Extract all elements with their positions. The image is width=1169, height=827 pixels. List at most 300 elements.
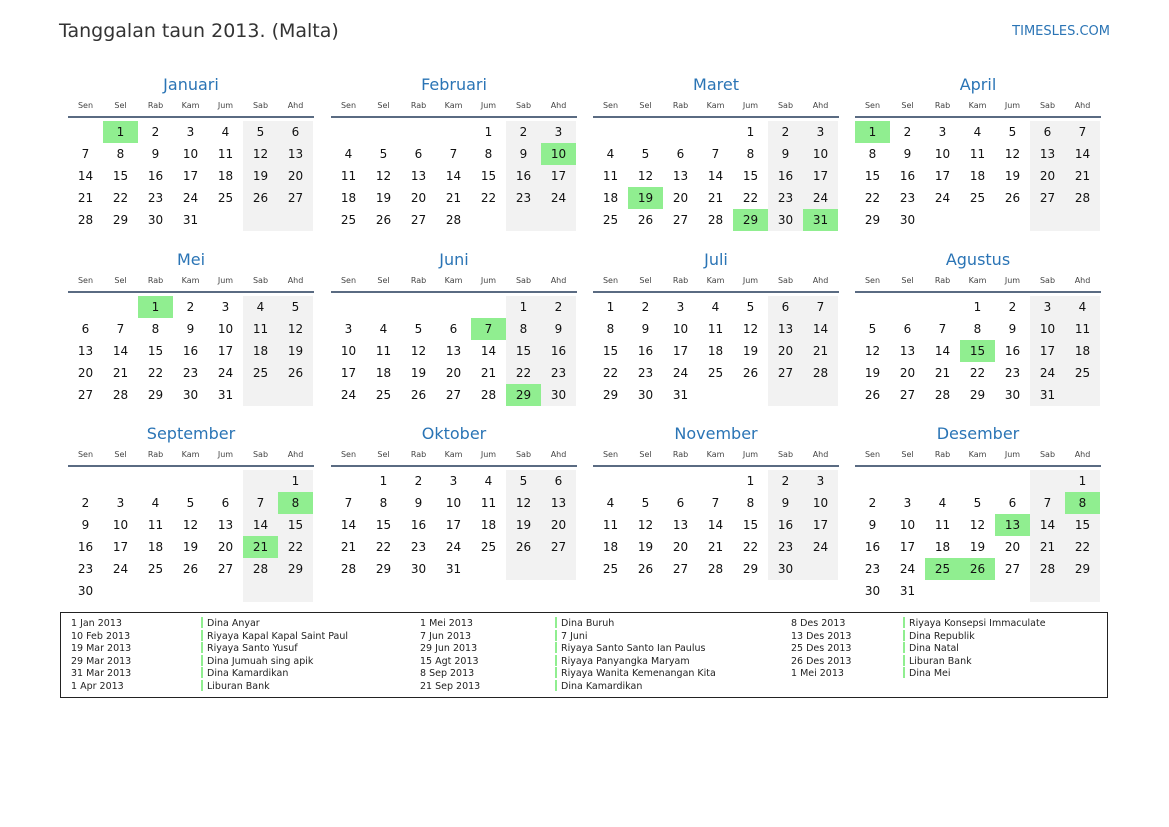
legend-holiday-name: 7 Juni [561,630,588,642]
empty-day-cell [698,470,733,492]
week-row [331,384,577,406]
day-cell: 16 [768,514,803,536]
weekday-label: Sab [1039,276,1056,285]
holiday-marker [555,680,557,691]
day-cell: 27 [1004,562,1021,576]
weekday-label: Kam [706,276,725,285]
weekday-label: Ahd [812,276,829,285]
day-cell: 11 [602,169,619,183]
holiday-marker [555,642,557,653]
week-row [331,318,577,340]
weekday-label: Sab [252,101,269,110]
day-cell: 17 [899,540,916,554]
day-cell: 27 [672,213,689,227]
legend-holiday-name: Dina Natal [909,643,959,655]
day-cell: 22 [278,536,313,558]
day-cell: 21 [480,366,497,380]
weekday-label: Jum [217,101,234,110]
day-cell: 6 [449,322,458,336]
day-cell: 24 [182,191,199,205]
day-cell: 1 [746,474,755,488]
day-cell: 16 [768,165,803,187]
day-cell: 23 [637,366,654,380]
day-cell: 3 [344,322,353,336]
day-cell: 4 [344,147,353,161]
month-november [593,423,839,580]
day-cell: 29 [375,562,392,576]
day-cell: 26 [637,213,654,227]
day-cell: 4 [973,125,982,139]
week-row [593,121,839,143]
day-cell: 10 [934,147,951,161]
empty-day-cell [890,470,925,492]
weekday-header [68,274,314,293]
day-cell: 25 [602,213,619,227]
day-cell: 29 [742,562,759,576]
day-cell: 28 [707,562,724,576]
day-cell: 6 [414,147,423,161]
legend-date: 8 Sep 2013 [420,668,475,680]
legend-holiday [903,618,1046,631]
weekday-label: Sel [114,101,127,110]
day-cell: 3 [186,125,195,139]
day-cell: 7 [938,322,947,336]
week-row [68,318,314,340]
day-cell: 26 [1004,191,1021,205]
day-cell: 22 [864,191,881,205]
day-cell: 12 [278,318,313,340]
legend-holiday-name: Riyaya Kapal Kapal Saint Paul [207,630,348,642]
day-cell: 22 [506,362,541,384]
day-cell: 20 [672,191,689,205]
day-cell: 19 [1004,169,1021,183]
legend-holiday-name: Dina Buruh [561,618,615,629]
holiday-marker [903,667,905,678]
day-cell: 6 [278,121,313,143]
legend-date: 31 Mar 2013 [71,668,132,680]
day-cell: 11 [480,496,497,510]
day-cell: 19 [182,540,199,554]
week-row [593,318,839,340]
day-cell: 16 [864,540,881,554]
day-cell: 30 [768,209,803,231]
legend-holiday-name: Riyaya Wanita Kemenangan Kita [561,668,716,680]
month-name: Januari [163,75,219,94]
day-cell: 23 [506,187,541,209]
day-cell: 24 [541,187,576,209]
weekday-header [331,274,577,293]
day-cell: 24 [803,536,838,558]
day-cell: 29 [1065,558,1100,580]
day-cell: 1 [1065,470,1100,492]
day-cell: 9 [541,318,576,340]
day-cell: 24 [112,562,129,576]
day-cell: 30 [541,384,576,406]
empty-day-cell [628,121,663,143]
day-cell: 20 [410,191,427,205]
week-row [331,514,577,536]
legend-holiday [201,668,348,681]
legend-date: 8 Des 2013 [791,618,846,629]
empty-day-cell [995,580,1030,602]
day-cell: 23 [864,562,881,576]
day-cell: 19 [969,540,986,554]
day-cell: 22 [742,191,759,205]
day-cell: 7 [803,296,838,318]
empty-day-cell [733,384,768,406]
empty-day-cell [401,121,436,143]
day-cell: 19 [278,340,313,362]
weekday-label: Sab [777,101,794,110]
week-row [331,143,577,165]
day-cell: 19 [506,514,541,536]
day-cell: 13 [1030,143,1065,165]
day-cell: 16 [1004,344,1021,358]
day-cell: 18 [1065,340,1100,362]
day-cell: 26 [637,562,654,576]
legend-names-column [201,618,348,694]
day-cell: 5 [746,300,755,314]
weekday-label: Jum [742,276,759,285]
day-cell: 31 [182,213,199,227]
holiday-day-cell: 8 [278,492,313,514]
month-januari [68,74,314,231]
weekday-label: Ahd [1074,450,1091,459]
day-cell: 19 [742,344,759,358]
holiday-day-cell: 1 [138,296,173,318]
month-maret [593,74,839,231]
week-row [593,558,839,580]
day-cell: 27 [1030,187,1065,209]
week-row [855,536,1101,558]
day-cell: 12 [375,169,392,183]
weekday-label: Ahd [287,276,304,285]
day-cell: 5 [414,322,423,336]
day-cell: 14 [707,518,724,532]
weekday-label: Kam [968,276,987,285]
day-cell: 5 [641,147,650,161]
day-cell: 21 [112,366,129,380]
empty-day-cell [138,470,173,492]
day-cell: 8 [484,147,493,161]
week-row [855,121,1101,143]
day-cell: 15 [147,344,164,358]
day-cell: 14 [77,169,94,183]
day-cell: 19 [637,540,654,554]
day-cell: 20 [899,366,916,380]
legend-holiday-name: Dina Mei [909,668,951,680]
day-cell: 29 [278,558,313,580]
day-cell: 12 [969,518,986,532]
week-row [68,470,314,492]
day-cell: 27 [410,213,427,227]
weekday-label: Jum [742,450,759,459]
month-agustus [855,249,1101,406]
legend-holiday [555,656,716,669]
site-link[interactable]: TIMESLES.COM [1012,24,1110,39]
week-row [855,143,1101,165]
month-name: Juni [439,250,469,269]
day-cell: 7 [1065,121,1100,143]
weekday-label: Rab [147,276,164,285]
month-name: Maret [693,75,739,94]
day-cell: 24 [217,366,234,380]
month-desember [855,423,1101,602]
day-cell: 4 [711,300,720,314]
day-cell: 2 [868,496,877,510]
weekday-label: Sel [639,101,652,110]
weekday-label: Rab [672,450,689,459]
weekday-label: Sab [515,450,532,459]
empty-day-cell [768,384,803,406]
weekday-label: Sen [864,276,881,285]
day-cell: 14 [243,514,278,536]
month-februari [331,74,577,231]
day-cell: 17 [217,344,234,358]
day-cell: 13 [541,492,576,514]
day-cell: 14 [445,169,462,183]
day-cell: 7 [1030,492,1065,514]
day-cell: 18 [480,518,497,532]
day-cell: 8 [746,496,755,510]
weekday-label: Rab [410,101,427,110]
weekday-label: Kam [181,101,200,110]
weekday-label: Ahd [287,101,304,110]
holiday-marker [555,667,557,678]
day-cell: 11 [969,147,986,161]
day-cell: 12 [182,518,199,532]
day-cell: 16 [637,344,654,358]
week-row [593,384,839,406]
day-cell: 25 [147,562,164,576]
weekday-label: Kam [444,450,463,459]
week-row [331,470,577,492]
day-cell: 30 [1004,388,1021,402]
day-cell: 5 [1008,125,1017,139]
empty-day-cell [663,121,698,143]
day-cell: 2 [414,474,423,488]
day-cell: 9 [151,147,160,161]
day-cell: 6 [676,496,685,510]
day-cell: 4 [1065,296,1100,318]
day-cell: 26 [864,388,881,402]
day-cell: 17 [1030,340,1065,362]
month-juni [331,249,577,406]
day-cell: 4 [243,296,278,318]
legend-holiday [201,618,348,631]
day-cell: 10 [182,147,199,161]
day-cell: 26 [243,187,278,209]
day-cell: 9 [1008,322,1017,336]
legend-date: 1 Mei 2013 [420,618,473,629]
day-cell: 8 [606,322,615,336]
day-cell: 19 [864,366,881,380]
month-name: Agustus [945,250,1011,269]
day-cell: 2 [768,121,803,143]
day-cell: 11 [934,518,951,532]
day-cell: 5 [243,121,278,143]
weekday-label: Sen [77,450,94,459]
weekday-label: Kam [968,101,987,110]
week-row [331,121,577,143]
empty-day-cell [960,470,995,492]
day-cell: 19 [243,165,278,187]
day-cell: 5 [379,147,388,161]
legend-date: 21 Sep 2013 [420,680,481,692]
empty-day-cell [173,470,208,492]
legend-date: 1 Mei 2013 [791,668,844,680]
day-cell: 17 [112,540,129,554]
legend-dates-column [71,618,131,694]
holiday-marker [555,630,557,641]
day-cell: 27 [541,536,576,558]
weekday-label: Rab [410,450,427,459]
day-cell: 28 [934,388,951,402]
day-cell: 20 [541,514,576,536]
legend-holiday-name: Riyaya Konsepsi Immaculate [909,618,1046,629]
empty-day-cell [593,470,628,492]
day-cell: 23 [1004,366,1021,380]
legend-holiday [903,631,1046,644]
day-cell: 17 [672,344,689,358]
month-name: November [674,424,758,443]
day-cell: 11 [340,169,357,183]
holiday-day-cell: 13 [995,514,1030,536]
weekday-label: Sen [864,101,881,110]
day-cell: 13 [672,169,689,183]
day-cell: 1 [606,300,615,314]
week-row [593,536,839,558]
day-cell: 2 [903,125,912,139]
weekday-header [68,448,314,467]
day-cell: 2 [768,470,803,492]
day-cell: 21 [77,191,94,205]
day-cell: 10 [1030,318,1065,340]
day-cell: 18 [147,540,164,554]
day-cell: 1 [506,296,541,318]
legend-holiday [903,643,1046,656]
holiday-marker [555,617,557,628]
day-cell: 9 [506,143,541,165]
day-cell: 23 [77,562,94,576]
day-cell: 15 [864,169,881,183]
weekday-label: Ahd [812,101,829,110]
day-cell: 7 [116,322,125,336]
weekday-label: Jum [480,101,497,110]
day-cell: 11 [217,147,234,161]
empty-day-cell [331,121,366,143]
week-row [331,362,577,384]
day-cell: 24 [672,366,689,380]
day-cell: 30 [182,388,199,402]
weekday-header [593,448,839,467]
day-cell: 7 [344,496,353,510]
legend-dates-column [791,618,851,681]
day-cell: 14 [803,318,838,340]
day-cell: 4 [484,474,493,488]
legend-date: 19 Mar 2013 [71,643,132,655]
day-cell: 25 [969,191,986,205]
holiday-day-cell: 25 [925,558,960,580]
day-cell: 28 [77,213,94,227]
weekday-label: Jum [480,450,497,459]
legend-holiday [201,656,348,669]
weekday-label: Rab [147,450,164,459]
day-cell: 17 [803,514,838,536]
weekday-label: Sab [252,276,269,285]
weekday-label: Sen [340,450,357,459]
day-cell: 14 [112,344,129,358]
weekday-label: Sen [340,101,357,110]
legend-holiday-name: Dina Jumuah sing apik [207,655,314,667]
day-cell: 2 [1008,300,1017,314]
day-cell: 6 [81,322,90,336]
empty-day-cell [628,470,663,492]
day-cell: 30 [410,562,427,576]
day-cell: 12 [864,344,881,358]
day-cell: 25 [1065,362,1100,384]
empty-day-cell [173,580,208,602]
week-row [331,296,577,318]
empty-day-cell [960,209,995,231]
day-cell: 21 [803,340,838,362]
legend-holiday [555,618,716,631]
holiday-marker [201,642,203,653]
month-name: Februari [421,75,487,94]
empty-day-cell [1065,384,1100,406]
day-cell: 7 [711,496,720,510]
day-cell: 22 [112,191,129,205]
weekday-label: Kam [444,276,463,285]
day-cell: 3 [903,496,912,510]
weekday-label: Ahd [1074,276,1091,285]
day-cell: 3 [449,474,458,488]
holiday-marker [555,655,557,666]
day-cell: 12 [410,344,427,358]
holiday-day-cell: 31 [803,209,838,231]
weekday-label: Rab [934,276,951,285]
empty-day-cell [243,209,278,231]
day-cell: 13 [899,344,916,358]
weekday-label: Sel [901,276,914,285]
weekday-label: Kam [181,450,200,459]
day-cell: 31 [217,388,234,402]
weekday-label: Sab [515,276,532,285]
day-cell: 18 [602,540,619,554]
weekday-header [331,99,577,118]
day-cell: 6 [541,470,576,492]
day-cell: 15 [112,169,129,183]
day-cell: 27 [672,562,689,576]
day-cell: 10 [803,492,838,514]
empty-day-cell [471,209,506,231]
empty-day-cell [698,384,733,406]
empty-day-cell [698,121,733,143]
legend-holiday-name: Riyaya Santo Santo Ian Paulus [561,643,706,655]
day-cell: 25 [243,362,278,384]
day-cell: 24 [899,562,916,576]
day-cell: 22 [969,366,986,380]
day-cell: 26 [410,388,427,402]
legend-date: 10 Feb 2013 [71,630,131,642]
weekday-label: Jum [217,276,234,285]
day-cell: 17 [340,366,357,380]
day-cell: 6 [1008,496,1017,510]
empty-day-cell [541,209,576,231]
week-row [331,165,577,187]
legend-holiday [201,643,348,656]
day-cell: 20 [768,340,803,362]
